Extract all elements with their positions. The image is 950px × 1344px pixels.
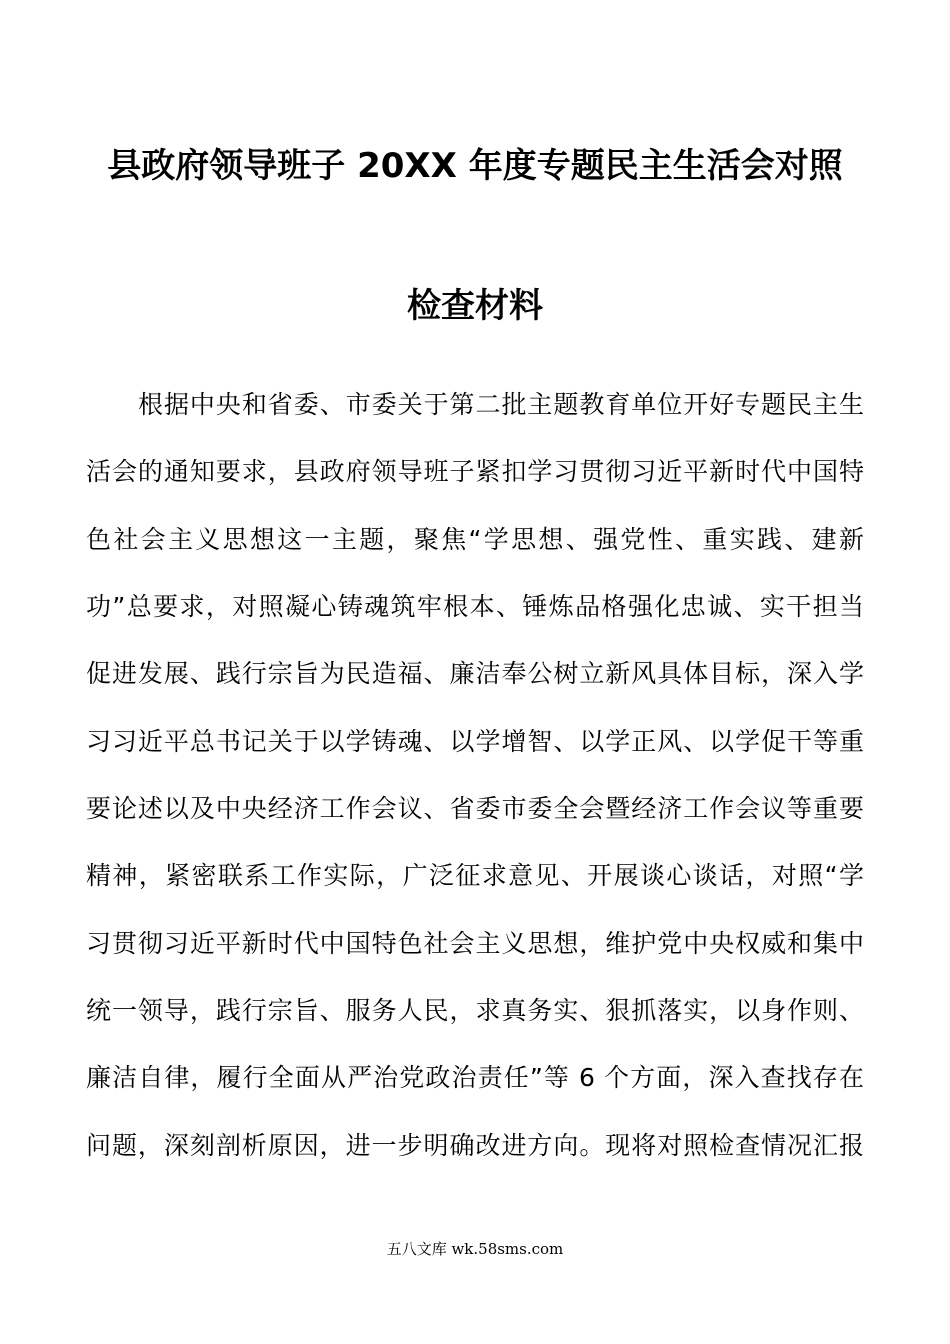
document-title-line-2: 检查材料 [407,286,543,326]
paragraph-line: 功”总要求，对照凝心铸魂筑牢根本、锤炼品格强化忠诚、实干担当 [86,592,864,621]
paragraph-line: 问题，深刻剖析原因，进一步明确改进方向。现将对照检查情况汇报 [86,1131,864,1160]
paragraph-line: 习贯彻习近平新时代中国特色社会主义思想，维护党中央权威和集中 [86,929,864,958]
paragraph-line: 精神，紧密联系工作实际，广泛征求意见、开展谈心谈话，对照“学 [86,861,864,890]
footer-watermark-text: 五八文库 wk.58sms.com [386,1240,564,1258]
paragraph-line: 要论述以及中央经济工作会议、省委市委全会暨经济工作会议等重要 [86,794,864,823]
paragraph-line: 促进发展、践行宗旨为民造福、廉洁奉公树立新风具体目标，深入学 [86,659,864,688]
paragraph-line: 色社会主义思想这一主题，聚焦“学思想、强党性、重实践、建新 [86,525,864,554]
paragraph-line: 廉洁自律，履行全面从严治党政治责任”等 6 个方面，深入查找存在 [86,1063,864,1092]
paragraph-line: 活会的通知要求，县政府领导班子紧扣学习贯彻习近平新时代中国特 [86,457,864,486]
paragraph-line: 根据中央和省委、市委关于第二批主题教育单位开好专题民主生 [138,390,864,419]
paragraph-line: 统一领导，践行宗旨、服务人民，求真务实、狠抓落实，以身作则、 [86,996,864,1025]
paragraph-line: 习习近平总书记关于以学铸魂、以学增智、以学正风、以学促干等重 [86,727,864,756]
document-title-line-1: 县政府领导班子 20XX 年度专题民主生活会对照 [107,146,843,186]
